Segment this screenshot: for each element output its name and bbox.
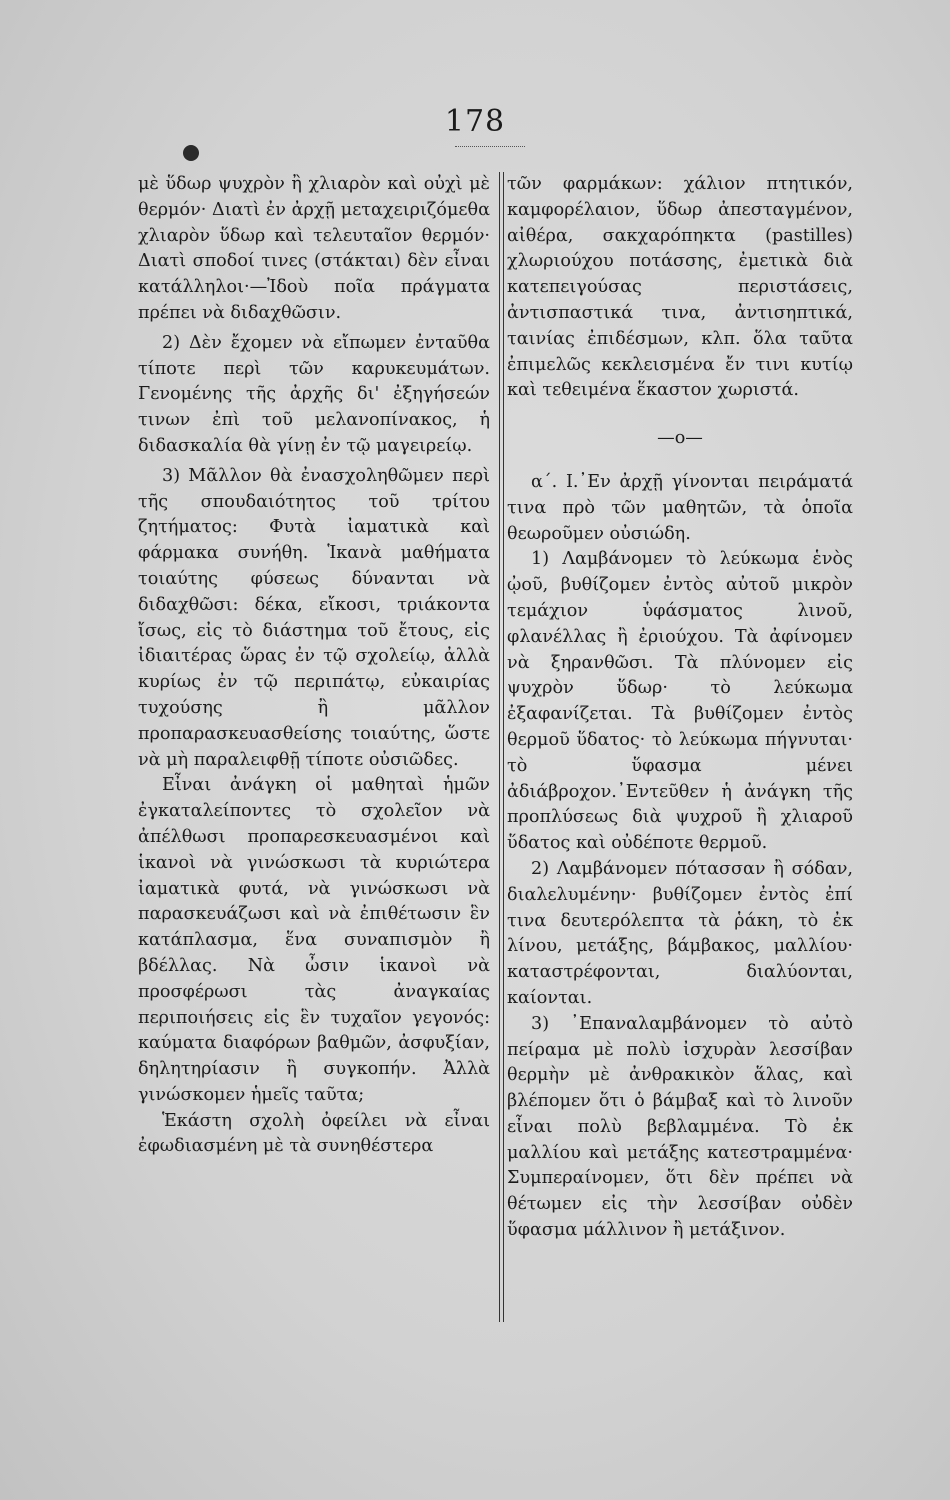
column-divider [503,172,504,1322]
punch-hole [183,145,199,161]
paragraph: α΄. Ι.᾽Εν ἀρχῇ γίνονται πειράματά τινα πρὸ τῶν μαθητῶν, τὰ ὁποῖα θεωροῦμεν οὐσιώδη. [507,471,853,544]
left-column [138,172,490,1160]
header-rule [455,146,525,147]
paragraph: Ἑκάστη σχολὴ ὀφείλει νὰ εἶναι ἐφωδιασμένη μὲ τὰ συνηθέστερα [138,1110,490,1157]
paragraph: 3) Μᾶλλον θὰ ἐνασχοληθῶμεν περὶ τῆς σπουδαιότητος τοῦ τρίτου ζητήματος: Φυτὰ ἰαματικὰ καὶ φάρμακα συνήθη. Ἱκανὰ μαθήματα τοιαύτης φύσεως δύνανται νὰ διδαχθῶσι: δέκα, εἴκοσι, τριάκοντα ἴσως, εἰς τὸ διάστημα τοῦ ἔτους, εἰς ἰδιαιτέρας ὥρας ἐν τῷ σχολείῳ, ἀλλὰ κυρίως ἐν τῷ περιπάτῳ, εὐκαιρίας τυχούσης ἢ μᾶλλον προπαρασκευασθείσης τοιαύτης, ὥστε νὰ μὴ παραλειφθῇ τίποτε οὐσιῶδες. [138,465,490,770]
paragraph: τῶν φαρμάκων: χάλιον πτητικόν, καμφορέλαιον, ὕδωρ ἀπεσταγμένον, αἰθέρα, σακχαρόπηκτα (pastilles) χλωριούχου ποτάσσης, ἐμετικὰ διὰ κατεπειγούσας περιστάσεις, ἀντισπαστικά τινα, ἀντισηπτικά, ταινίας ἐπιδέσμων, κλπ. ὅλα ταῦτα ἐπιμελῶς κεκλεισμένα ἔν τινι κυτίῳ καὶ τεθειμένα ἕκαστον χωριστά. [507,174,853,401]
paragraph: 2) Λαμβάνομεν πότασσαν ἢ σόδαν, διαλελυμένην· βυθίζομεν ἐντὸς ἐπί τινα δευτερόλεπτα τὰ ῥάκη, τὸ ἐκ λίνου, μετάξης, βάμβακος, μαλλίου· καταστρέφονται, διαλύονται, καίονται. [507,858,853,1008]
right-column [507,172,853,1244]
column-divider [499,172,500,1322]
paragraph: μὲ ὕδωρ ψυχρὸν ἢ χλιαρὸν καὶ οὐχὶ μὲ θερμόν· Διατὶ ἐν ἀρχῇ μεταχειριζόμεθα χλιαρὸν ὕδωρ καὶ τελευταῖον θερμόν· Διατὶ σποδοί τινες (στάκται) δὲν εἶναι κατάλληλοι·—Ἰδοὺ ποῖα πράγματα πρέπει νὰ διδαχθῶσιν. [138,174,490,323]
section-separator: —ο— [657,428,703,449]
paragraph: Εἶναι ἀνάγκη οἱ μαθηταὶ ἡμῶν ἐγκαταλείποντες τὸ σχολεῖον νὰ ἀπέλθωσι προπαρεσκευασμένοι καὶ ἱκανοὶ νὰ γινώσκωσι τὰ κυριώτερα ἰαματικὰ φυτά, νὰ γινώσκωσι νὰ παρασκευάζωσι καὶ νὰ ἐπιθέτωσιν ἓν κατάπλασμα, ἕνα συναπισμὸν ἢ βδέλλας. Νὰ ὦσιν ἱκανοὶ νὰ προσφέρωσι τὰς ἀναγκαίας περιποιήσεις εἰς ἓν τυχαῖον γεγονός: καύματα διαφόρων βαθμῶν, ἀσφυξίαν, δηλητηρίασιν ἢ συγκοπήν. Ἀλλὰ γινώσκομεν ἡμεῖς ταῦτα; [138,775,490,1105]
page-number: 178 [444,104,506,139]
paragraph: 3) ᾽Επαναλαμβάνομεν τὸ αὐτὸ πείραμα μὲ πολὺ ἰσχυρὰν λεσσίβαν θερμὴν μὲ ἀνθρακικὸν ἅλας, καὶ βλέπομεν ὅτι ὁ βάμβαξ καὶ τὸ λινοῦν εἶναι πολὺ βεβλαμμένα. Τὸ ἐκ μαλλίου καὶ μετάξης κατεστραμμένα· Συμπεραίνομεν, ὅτι δὲν πρέπει νὰ θέτωμεν εἰς τὴν λεσσίβαν οὐδὲν ὕφασμα μάλλινον ἢ μετάξινον. [507,1013,853,1241]
paragraph: 1) Λαμβάνομεν τὸ λεύκωμα ἑνὸς ᾠοῦ, βυθίζομεν ἐντὸς αὐτοῦ μικρὸν τεμάχιον ὑφάσματος λινοῦ, φλανέλλας ἢ ἐριούχου. Τὰ ἀφίνομεν νὰ ξηρανθῶσι. Τὰ πλύνομεν εἰς ψυχρὸν ὕδωρ· τὸ λεύκωμα ἐξαφανίζεται. Τὰ βυθίζομεν ἐντὸς θερμοῦ ὕδατος· τὸ λεύκωμα πήγνυται· τὸ ὕφασμα μένει ἀδιάβροχον.᾽Εντεῦθεν ἡ ἀνάγκη τῆς προπλύσεως διὰ ψυχροῦ ἢ χλιαροῦ ὕδατος καὶ οὐδέποτε θερμοῦ. [507,549,853,854]
paragraph: 2) Δὲν ἔχομεν νὰ εἴπωμεν ἐνταῦθα τίποτε περὶ τῶν καρυκευμάτων. Γενομένης τῆς ἀρχῆς δι' ἐξηγήσεών τινων ἐπὶ τοῦ μελανοπίνακος, ἡ διδασκαλία θὰ γίνῃ ἐν τῷ μαγειρείῳ. [138,332,490,456]
